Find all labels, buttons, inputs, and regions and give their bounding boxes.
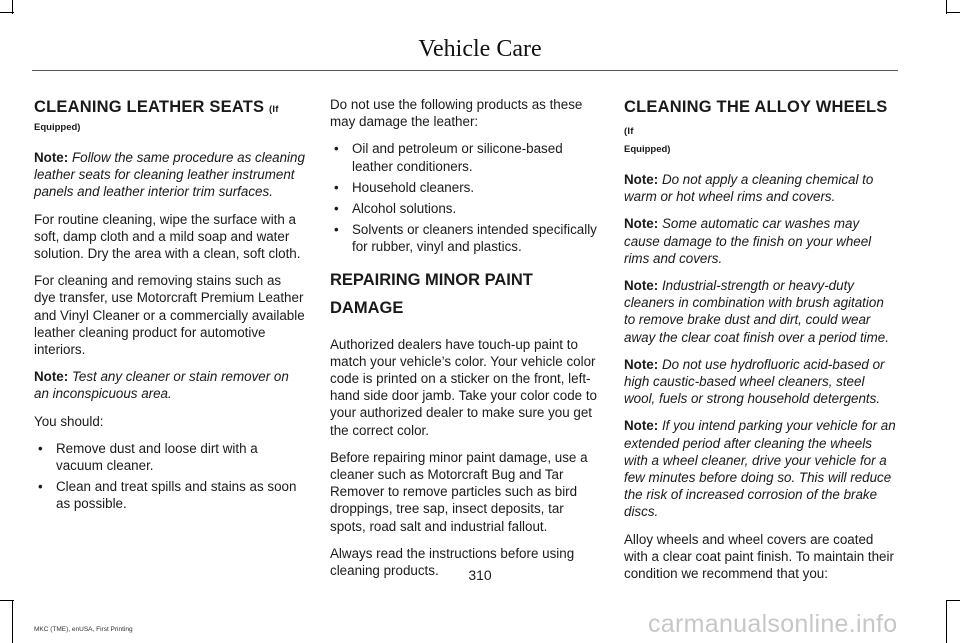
- paragraph: Authorized dealers have touch-up paint to match your vehicle’s color. Your vehicle color code is printed on a sticker on the front, left-hand side door jamb. Take your color code to your authorized dealer to make sure you get the correct color.: [330, 336, 597, 438]
- list-item: • Clean and treat spills and stains as soon as possible.: [34, 478, 306, 512]
- paragraph: Alloy wheels and wheel covers are coated with a clear coat paint finish. To maintain their condition we recommend that you:: [624, 531, 894, 582]
- crop-mark-bottom-right-h: [946, 600, 960, 601]
- column-2: [330, 96, 602, 589]
- bullet-list: [34, 440, 306, 513]
- paragraph: You should:: [34, 413, 104, 429]
- note-paragraph: Note: Test any cleaner or stain remover on an inconspicuous area.: [34, 369, 289, 402]
- section-heading-paint: REPAIRING MINOR PAINT DAMAGE: [330, 270, 533, 317]
- equipped-label: Equipped): [34, 122, 81, 133]
- watermark: carmanualsonline.info: [648, 610, 898, 638]
- note-paragraph: Note: Follow the same procedure as cleaning leather seats for cleaning leather instrument panels and leather interior trim surfaces.: [34, 150, 305, 200]
- paragraph: Before repairing minor paint damage, use a cleaner such as Motorcraft Bug and Tar Remover to remove particles such as bird droppings, tree sap, insect deposits, tar spots, road salt and industrial fallout.: [330, 449, 588, 534]
- list-item: • Oil and petroleum or silicone-based leather conditioners.: [330, 140, 602, 174]
- paragraph: Do not use the following products as these may damage the leather:: [330, 97, 583, 130]
- page-number: 310: [468, 567, 492, 583]
- note-paragraph: Note: Do not use hydrofluoric acid-based or high caustic-based wheel cleaners, steel wool, fuels or strong household detergents.: [624, 356, 885, 407]
- crop-mark-top-left-h: [0, 12, 14, 13]
- column-1: [34, 96, 306, 523]
- paragraph: For cleaning and removing stains such as dye transfer, use Motorcraft Premium Leather and Vinyl Cleaner or a commercially available leather cleaning product for automotive interiors.: [34, 273, 305, 358]
- column-3: [624, 96, 896, 592]
- note-paragraph: Note: Do not apply a cleaning chemical to warm or hot wheel rims and covers.: [624, 172, 874, 205]
- crop-mark-top-right-h: [946, 12, 960, 13]
- header-divider: [32, 70, 898, 71]
- list-item: • Alcohol solutions.: [330, 200, 602, 217]
- bullet-list: [330, 140, 602, 255]
- footer-edition: MKC (TME), enUSA, First Printing: [34, 626, 133, 633]
- paragraph: Always read the instructions before using cleaning products.: [330, 545, 575, 579]
- crop-mark-bottom-right-v: [946, 600, 947, 643]
- crop-mark-bottom-left-v: [12, 600, 13, 643]
- note-paragraph: Note: Some automatic car washes may cause damage to the finish on your wheel rims and covers.: [624, 216, 872, 266]
- note-paragraph: Note: If you intend parking your vehicle for an extended period after cleaning the wheels with a wheel cleaner, drive your vehicle for a few minutes before doing so. This will reduce the risk of increased corrosion of the brake discs.: [624, 418, 896, 520]
- list-item: • Remove dust and loose dirt with a vacuum cleaner.: [34, 440, 306, 474]
- section-heading-wheels: CLEANING THE ALLOY WHEELS (If: [624, 98, 888, 137]
- page-header-title: Vehicle Care: [418, 36, 542, 62]
- list-item: • Household cleaners.: [330, 179, 602, 196]
- equipped-label: Equipped): [624, 144, 671, 155]
- note-paragraph: Note: Industrial-strength or heavy-duty cleaners in combination with brush agitation to remove brake dust and dirt, could wear away the clear coat finish over a period time.: [624, 278, 889, 345]
- paragraph: For routine cleaning, wipe the surface with a soft, damp cloth and a mild soap and water solution. Dry the area with a clean, soft cloth.: [34, 211, 301, 262]
- crop-mark-bottom-left-h: [0, 600, 14, 601]
- list-item: • Solvents or cleaners intended specifically for rubber, vinyl and plastics.: [330, 221, 602, 255]
- section-heading-leather: CLEANING LEATHER SEATS (If: [34, 98, 279, 116]
